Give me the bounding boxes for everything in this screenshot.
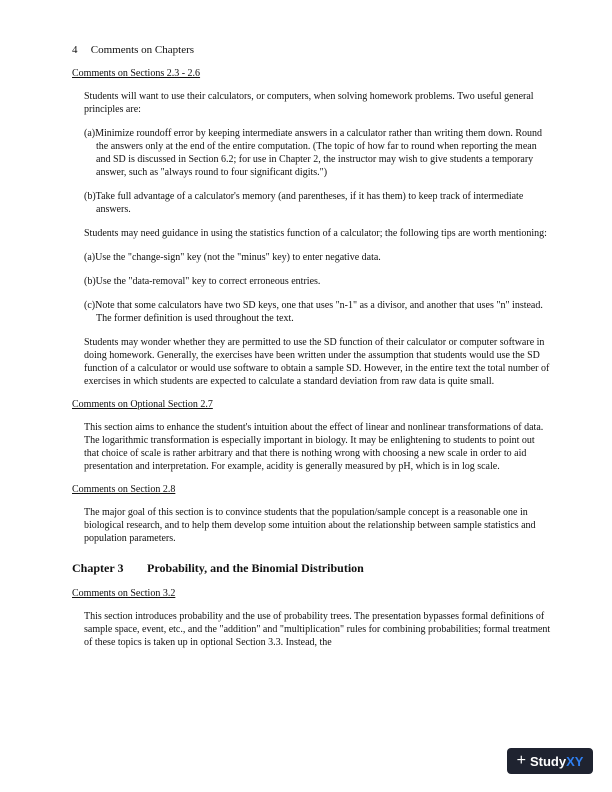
paragraph: This section aims to enhance the student's intuition about the effect of linear and nonlinear transformations of data. The logarithmic transformation is especially important in biology. It may be enlightening to students to point out that choice of scale is rather arbitrary and that there is nothing wrong with choosing a new scale in order to aid presentation and interpretation. For example, acidity is generally measured by pH, which is in log scale. xyxy=(84,422,544,472)
list-item: (c)Note that some calculators have two SD keys, one that uses "n-1" as a divisor, and another that uses "n" instead. The former definition is used throughout the text. xyxy=(84,300,543,324)
running-title: Comments on Chapters xyxy=(90,44,195,56)
paragraph: Students may wonder whether they are permitted to use the SD function of their calculator or computer software in doing homework. Generally, the exercises have been written under the assumption that students would use the SD function of a calculator or would use software to obtain a sample SD. However, in the entire text the total number of exercises in which students are expected to calculate a standard deviation from raw data is quite small. xyxy=(84,337,550,387)
logo-text: Study xyxy=(529,753,567,769)
section-heading: Comments on Section 2.8 xyxy=(72,484,176,495)
section-heading: Comments on Section 3.2 xyxy=(72,588,176,599)
list-item: (a)Minimize roundoff error by keeping intermediate answers in a calculator rather than writing them down. Round the answers only at the end of the entire computation. (The topic of how far to round when reporting the mean and SD is discussed in Section 6.2; for use in Chapter 2, the instructor may wish to give students a temporary answer, such as "always round to four significant digits.") xyxy=(84,128,543,178)
section-heading: Comments on Sections 2.3 - 2.6 xyxy=(72,68,201,79)
section-heading: Comments on Optional Section 2.7 xyxy=(72,399,213,410)
paragraph: Students may need guidance in using the statistics function of a calculator; the following tips are worth mentioning: xyxy=(84,228,547,239)
chapter-number: Chapter 3 xyxy=(72,561,124,575)
paragraph: The major goal of this section is to convince students that the population/sample concept is a reasonable one in biological research, and to help them develop some intuition about the relationship between sample statistics and population parameters. xyxy=(84,507,536,544)
paragraph: Students will want to use their calculators, or computers, when solving homework problems. Two useful general principles are: xyxy=(84,91,534,115)
chapter-title: Probability, and the Binomial Distribution xyxy=(147,561,364,575)
studyxy-logo[interactable] xyxy=(507,748,593,774)
list-item: (a)Use the "change-sign" key (not the "minus" key) to enter negative data. xyxy=(84,252,381,263)
list-item: (b)Use the "data-removal" key to correct erroneous entries. xyxy=(84,276,321,287)
logo-text-accent: XY xyxy=(566,753,584,769)
chapter-heading xyxy=(72,561,552,576)
running-head xyxy=(72,44,552,56)
paragraph: This section introduces probability and the use of probability trees. The presentation bypasses formal definitions of sample space, event, etc., and the "addition" and "multiplication" rules for combining probabilities; formal treatment of these topics is taken up in optional Section 3.3. Instead, the xyxy=(84,611,551,648)
document-page xyxy=(72,44,552,660)
plus-icon: + xyxy=(516,752,526,769)
page-number: 4 xyxy=(72,44,78,56)
list-item: (b)Take full advantage of a calculator's memory (and parentheses, if it has them) to keep track of intermediate answers. xyxy=(84,191,524,215)
